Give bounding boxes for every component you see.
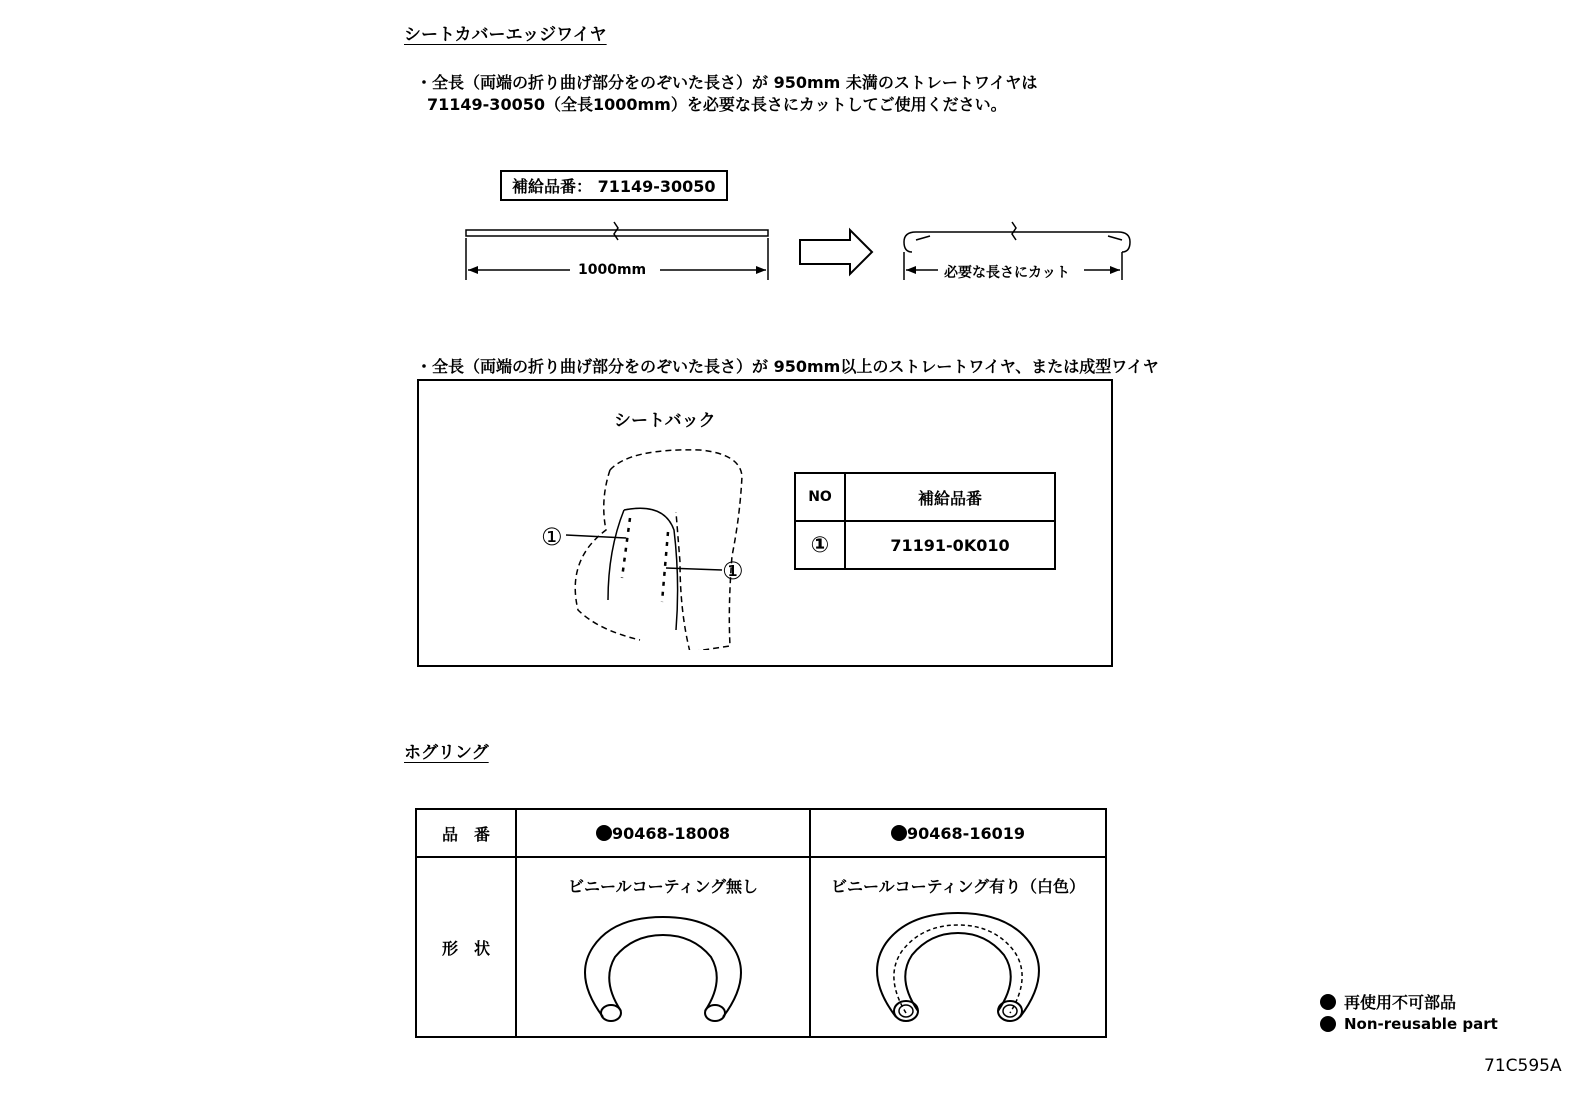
row-no-cell: ① <box>795 521 845 569</box>
non-reusable-dot-icon <box>1320 1016 1336 1032</box>
non-reusable-dot-icon <box>596 825 612 841</box>
supply-part-number-label: 補給品番： 71149-30050 <box>500 170 728 201</box>
shape-header: 形 状 <box>416 857 516 1037</box>
row-part-cell: 71191-0K010 <box>845 521 1055 569</box>
seat-back-label: シートバック <box>614 411 716 431</box>
note-long-wire: ・全長（両端の折り曲げ部分をのぞいた長さ）が 950mm以上のストレートワイヤ、または成型ワイヤ <box>416 357 1159 376</box>
non-reusable-dot-icon <box>1320 994 1336 1010</box>
part-number-header: 品 番 <box>416 809 516 857</box>
callout-right: ① <box>722 557 744 585</box>
supply-part-table <box>794 472 1056 570</box>
legend-jp-text: 再使用不可部品 <box>1344 993 1457 1012</box>
legend-en-text: Non-reusable part <box>1344 1015 1498 1033</box>
col-no-header: NO <box>795 473 845 521</box>
bent-wire <box>904 232 1130 252</box>
callout-left: ① <box>541 523 563 551</box>
cut-label: 必要な長さにカット <box>942 262 1072 282</box>
section-heading-edge-wire: シートカバーエッジワイヤ <box>404 25 607 45</box>
arrow-right-icon <box>800 230 872 274</box>
figure-code: 71C595A <box>1484 1056 1562 1076</box>
seat-back-drawing <box>530 440 750 650</box>
legend-en <box>1320 1015 1498 1033</box>
straight-wire <box>466 230 768 236</box>
col-part-header: 補給品番 <box>845 473 1055 521</box>
break-mark-left <box>614 222 618 240</box>
hog-ring-table <box>415 808 1107 1038</box>
break-mark-right <box>1012 222 1016 240</box>
shape-b-cell <box>810 857 1106 1037</box>
part-b-cell <box>810 809 1106 857</box>
legend-jp <box>1320 990 1456 1013</box>
hog-ring-coated-icon <box>858 907 1058 1027</box>
non-reusable-dot-icon <box>891 825 907 841</box>
hog-ring-plain-icon <box>563 907 763 1027</box>
section-heading-hog-ring: ホグリング <box>404 743 489 763</box>
part-a-number: 90468-18008 <box>612 823 730 843</box>
shape-a-cell <box>516 857 810 1037</box>
part-a-cell <box>516 809 810 857</box>
length-label: 1000mm <box>578 262 647 278</box>
note-line-1: ・全長（両端の折り曲げ部分をのぞいた長さ）が 950mm 未満のストレートワイヤは <box>416 73 1038 92</box>
desc-b: ビニールコーティング有り（白色） <box>830 877 1086 896</box>
note-line-2: 71149-30050（全長1000mm）を必要な長さにカットしてご使用ください。 <box>427 95 1007 114</box>
desc-a: ビニールコーティング無し <box>567 877 759 896</box>
part-b-number: 90468-16019 <box>907 823 1025 843</box>
